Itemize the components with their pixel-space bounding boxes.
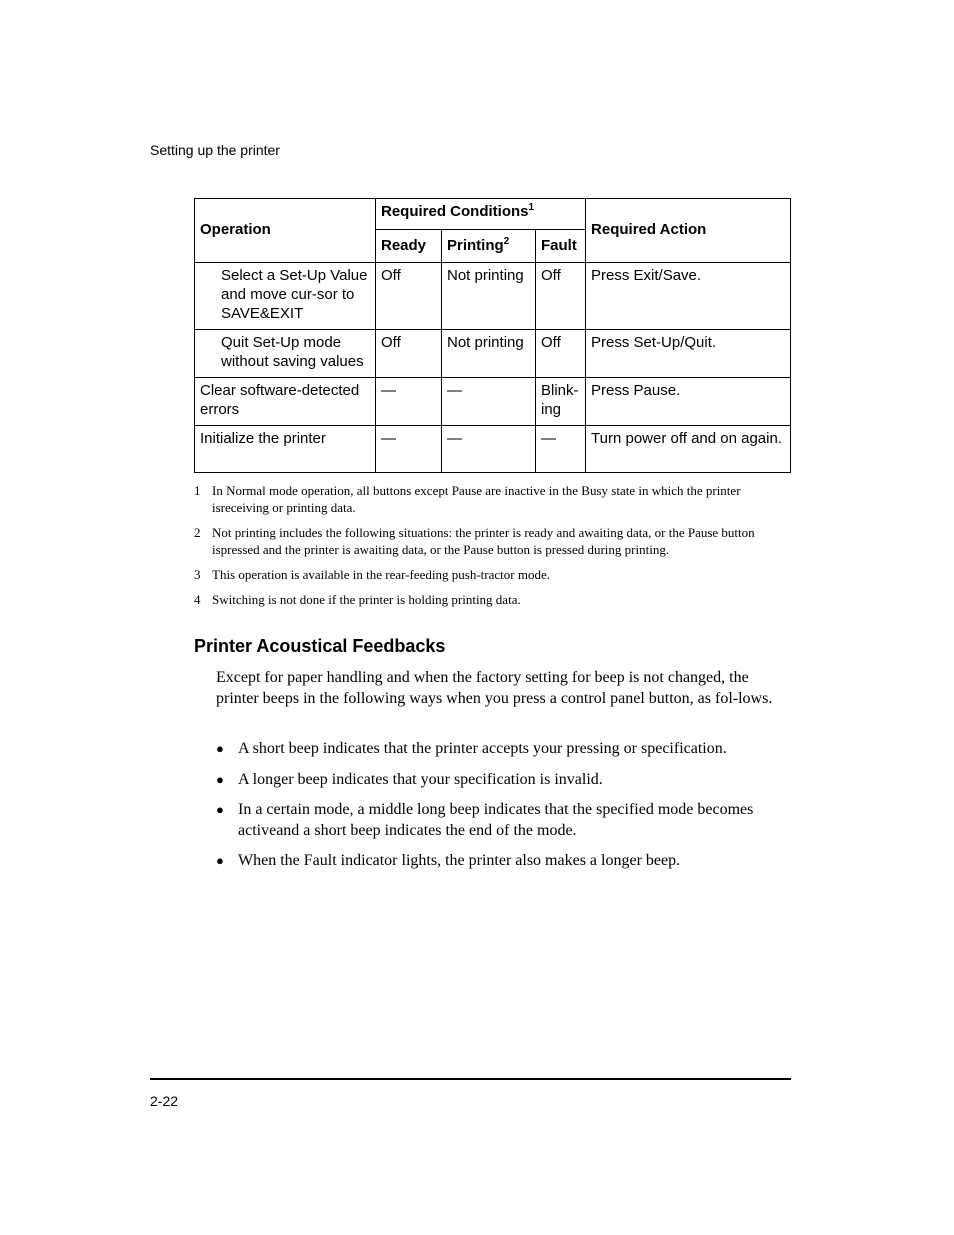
list-item	[216, 739, 790, 760]
cell-action: Turn power off and on again.	[586, 426, 791, 473]
list-item-text: When the Fault indicator lights, the printer also makes a longer beep.	[238, 852, 681, 869]
header-printing: Printing$^2$	[442, 230, 536, 263]
cell-fault: —	[536, 426, 586, 473]
footnote-number: 2	[194, 525, 201, 540]
footnote-number: 4	[194, 592, 201, 607]
list-item-text: A longer beep indicates that your specification is invalid.	[238, 770, 603, 788]
list-item	[216, 800, 790, 841]
list-item	[216, 770, 790, 791]
table-row	[195, 426, 791, 473]
footer-rule	[150, 1078, 791, 1080]
bullet-icon: ●	[216, 853, 224, 868]
footnote-ref-2: 2	[503, 236, 510, 247]
cell-fault: Off	[536, 263, 586, 330]
cell-action: Press Exit/Save.	[586, 263, 791, 330]
footnote	[194, 482, 794, 516]
cell-printing: Not printing	[442, 263, 536, 330]
cell-printing: Not printing	[442, 330, 536, 378]
footnote	[194, 591, 794, 608]
cell-operation: Initialize the printer	[195, 426, 376, 473]
cell-operation: Select a Set-Up Value and move cur-sor to SAVE&EXIT	[195, 263, 376, 330]
cell-fault: Off	[536, 330, 586, 378]
footnote-text: In Normal mode operation, all buttons except Pause are inactive in the Busy state in which the printer isreceiving or printing data.	[212, 483, 741, 515]
footnote-text: Not printing includes the following situations: the printer is ready and awaiting data, or the Pause button ispressed and the printer is awaiting data, or the Pause button is pressed during printing.	[212, 525, 755, 557]
header-required-conditions: Required Conditions$^1$	[376, 199, 586, 230]
cell-ready: —	[376, 378, 442, 426]
footnote	[194, 566, 794, 583]
running-head: Setting up the printer	[150, 142, 280, 158]
footnote	[194, 524, 794, 558]
cell-operation: Clear software-detected errors	[195, 378, 376, 426]
header-fault: Fault	[536, 230, 586, 263]
table-row	[195, 330, 791, 378]
footnotes	[194, 482, 794, 616]
footnote-ref-1: 1	[528, 202, 535, 213]
bullet-icon: ●	[216, 741, 224, 756]
page-number: 2-22	[150, 1093, 179, 1109]
table-row	[195, 378, 791, 426]
operations-table	[194, 198, 791, 473]
cell-ready: Off	[376, 263, 442, 330]
header-ready: Ready	[376, 230, 442, 263]
cell-printing: —	[442, 378, 536, 426]
bullet-icon: ●	[216, 771, 224, 787]
intro-paragraph: Except for paper handling and when the factory setting for beep is not changed, the printer beeps in the following ways when you press a control panel button, as fol-lows.	[216, 669, 773, 707]
beep-list	[216, 739, 790, 882]
header-operation: Operation	[195, 199, 376, 263]
cell-action: Press Pause.	[586, 378, 791, 426]
cell-fault: Blink-ing	[536, 378, 586, 426]
footnote-number: 1	[194, 483, 201, 498]
footnote-text: This operation is available in the rear-feeding push-tractor mode.	[212, 567, 550, 582]
cell-printing: —	[442, 426, 536, 473]
cell-action: Press Set-Up/Quit.	[586, 330, 791, 378]
list-item-text: In a certain mode, a middle long beep indicates that the specified mode becomes activeand a short beep indicates the end of the mode.	[238, 801, 754, 839]
header-required-action: Required Action	[586, 199, 791, 263]
cell-operation: Quit Set-Up mode without saving values	[195, 330, 376, 378]
footnote-text: Switching is not done if the printer is holding printing data.	[212, 592, 521, 607]
list-item	[216, 851, 790, 872]
list-item-text: A short beep indicates that the printer accepts your pressing or specification.	[238, 740, 727, 757]
table-row	[195, 263, 791, 330]
section-title: Printer Acoustical Feedbacks	[194, 636, 446, 656]
bullet-icon: ●	[216, 802, 224, 817]
cell-ready: Off	[376, 330, 442, 378]
footnote-number: 3	[194, 567, 201, 582]
cell-ready: —	[376, 426, 442, 473]
